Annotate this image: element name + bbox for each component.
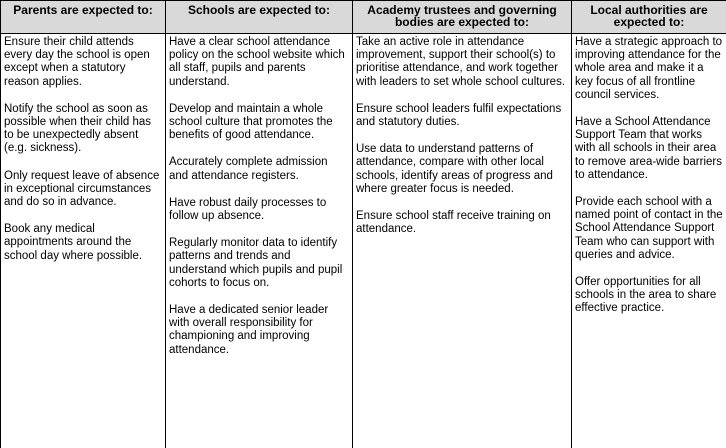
list-item: Offer opportunities for all schools in the area to share effective practice. (575, 276, 717, 315)
list-item: Have a dedicated senior leader with overall responsibility for championing and improving attendance. (169, 304, 329, 356)
list-item: Take an active role in attendance improvement, support their school(s) to prioritise attendance, and work together with leaders to set whole school cultures. (356, 36, 566, 88)
schools-column (166, 34, 353, 448)
header-row (1, 1, 726, 34)
header-local-authorities: Local authorities are expected to: (572, 1, 726, 34)
list-item: Have robust daily processes to follow up absence. (169, 196, 327, 223)
list-item: Have a strategic approach to improving attendance for the whole area and make it a key focus of all frontline council services. (575, 36, 723, 101)
list-item: Use data to understand patterns of attendance, compare with other local schools, identify areas of progress and where greater focus is needed. (356, 143, 553, 195)
list-item: Regularly monitor data to identify patterns and trends and understand which pupils and pupil cohorts to focus on. (169, 237, 343, 289)
list-item: Ensure school leaders fulfil expectations and statutory duties. (356, 102, 562, 129)
list-item: Notify the school as soon as possible when their child has to be unexpectedly absent (e.g. sickness). (4, 102, 152, 155)
list-item: Accurately complete admission and attendance registers. (169, 156, 328, 182)
list-item: Develop and maintain a whole school culture that promotes the benefits of good attendance. (169, 102, 333, 142)
parents-column (1, 34, 166, 448)
header-parents: Parents are expected to: (1, 1, 166, 34)
list-item: Only request leave of absence in exceptional circumstances and do so in advance. (4, 169, 160, 209)
list-item: Have a clear school attendance policy on the school website which all staff, pupils and parents understand. (169, 36, 345, 88)
trustees-column (353, 34, 572, 448)
list-item: Book any medical appointments around the school day where possible. (4, 223, 143, 262)
list-item: Provide each school with a named point of contact in the School Attendance Support Team who can support with queries and advice. (575, 196, 723, 261)
header-trustees: Academy trustees and governing bodies are expected to: (353, 1, 572, 34)
body-row (1, 34, 726, 448)
list-item: Have a School Attendance Support Team that works with all schools in their area to remove area-wide barriers to attendance. (575, 116, 723, 181)
list-item: Ensure school staff receive training on attendance. (356, 210, 551, 236)
local-authorities-column (572, 34, 726, 448)
header-schools: Schools are expected to: (166, 1, 353, 34)
list-item: Ensure their child attends every day the school is open except when a statutory reason applies. (4, 36, 150, 88)
